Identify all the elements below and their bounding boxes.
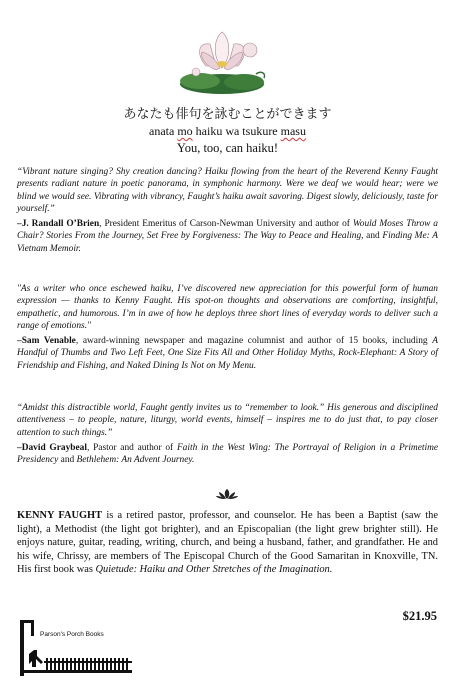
price: $21.95 — [402, 609, 437, 623]
japanese-title: あなたも俳句を詠むことができます — [123, 107, 332, 122]
endorsement-quote: "As a writer who once eschewed haiku, I’ve discovered new appreciation for this powerful form of human expression — thanks to Kenny Faught. His spot-on thoughts and observations are comforting, insightful, empathetic, and humorous. I’m in awe of how he deploys three short lines of everyday words to deliver such a range of emotions." — [17, 284, 438, 331]
endorsement-quote: “Vibrant nature singing? Shy creation dancing? Haiku flowing from the heart of the Reverend Kenny Faught presents radiant nature in poetic panorama, in symphonic harmony. Were we deaf we would hear; were we blind we would see. Vibrating with vibrancy, Faught’s haiku await savoring. Digest slowly, deliciously, taste for yourself.” — [17, 167, 438, 214]
romaji-line: anata mo haiku wa tsukure masu — [149, 124, 306, 138]
endorsement-quote: “Amidst this distractible world, Faught gently invites us to “remember to look.” His generous and disciplined attentiveness – to people, nature, liturgy, world events, himself – inspires me to do just that, to pay closer attention to such things.” — [17, 403, 438, 438]
english-title: You, too, can haiku! — [176, 141, 279, 155]
endorsement-1 — [17, 166, 438, 255]
endorsement-attribution: –J. Randall O’Brien, President Emeritus of Carson-Newman University and author of Would Moses Throw a Chair? Stories From the Journey, Set Free by Forgiveness: The Way to Peace and Healing, and Finding Me: A Vietnam Memoir. — [17, 219, 438, 254]
lotus-illustration — [176, 26, 268, 98]
endorsement-2 — [17, 283, 438, 372]
author-bio: KENNY FAUGHT is a retired pastor, professor, and counselor. He has been a Baptist (saw the light), a Methodist (the light got brighter), and an Episcopalian (the light grew brighter still). He enjoys nature, guitar, reading, writing, church, and being a husband, father, and grandfather. He and his wife, Chrissy, are members of The Episcopal Church of the Good Samaritan in Knoxville, TN. His first book was Quietude: Haiku and Other Stretches of the Imagination. — [17, 510, 438, 576]
publisher-name: Parson's Porch Books — [40, 631, 104, 638]
endorsement-3 — [17, 402, 438, 466]
endorsement-attribution: –Sam Venable, award-winning newspaper and magazine columnist and author of 15 books, including A Handful of Thumbs and Two Left Feet, One Size Fits All and Other Holiday Myths, Rock-Elephant: A Story of Friendship and Fishing, and Naked Dining Is Not on My Menu. — [17, 336, 438, 371]
publisher-logo — [16, 618, 134, 678]
endorsement-attribution: –David Graybeal, Pastor and author of Faith in the West Wing: The Portrayal of Religion in a Primetime Presidency and Bethlehem: An Advent Journey. — [17, 442, 439, 466]
lotus-divider-icon — [215, 488, 239, 500]
